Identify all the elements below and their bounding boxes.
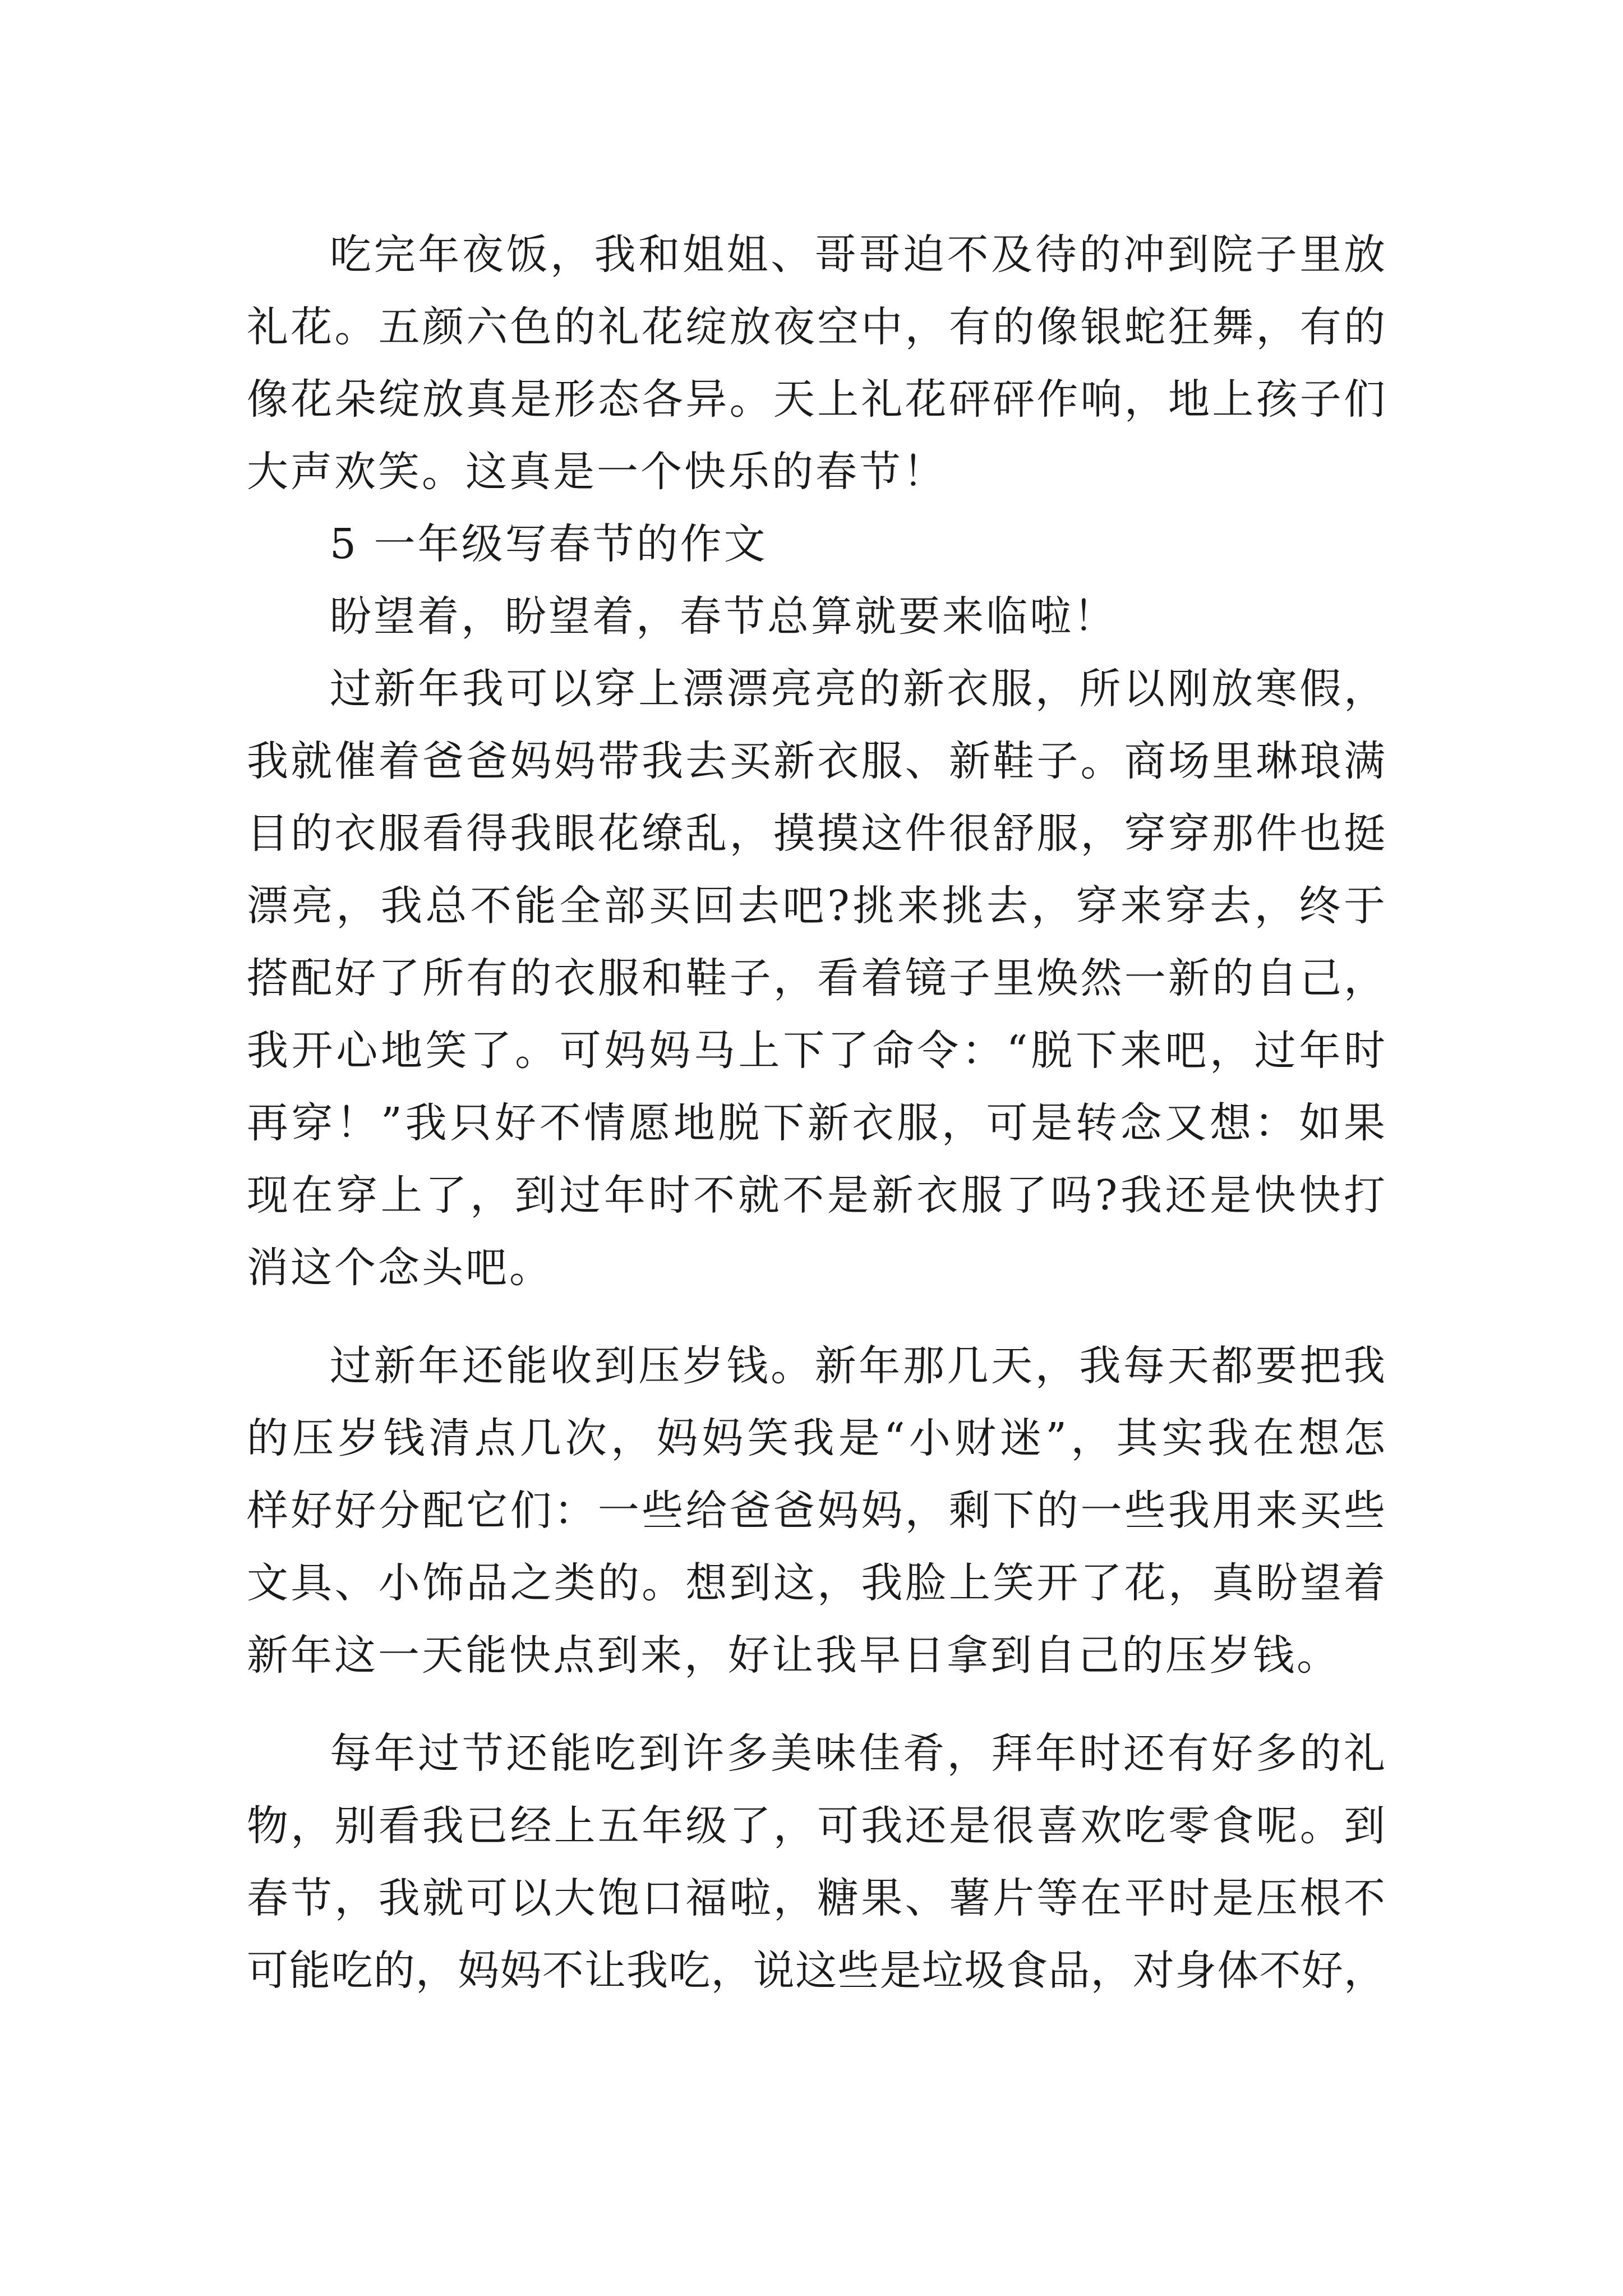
text-line: 过新年还能收到压岁钱。新年那几天，我每天都要把我 — [330, 1342, 1385, 1390]
text-line: 消这个念头吧。 — [247, 1244, 553, 1292]
section-heading — [247, 508, 1385, 581]
paragraph-snacks — [247, 1718, 1385, 2007]
text-line: 搭配好了所有的衣服和鞋子，看着镜子里焕然一新的自己， — [247, 954, 1385, 1002]
text-line: 物，别看我已经上五年级了，可我还是很喜欢吃零食呢。到 — [247, 1802, 1385, 1850]
text-line: 文具、小饰品之类的。想到这，我脸上笑开了花，真盼望着 — [247, 1559, 1385, 1607]
text-line: 吃完年夜饭，我和姐姐、哥哥迫不及待的冲到院子里放 — [330, 231, 1385, 279]
text-line: 样好好分配它们：一些给爸爸妈妈，剩下的一些我用来买些 — [247, 1487, 1385, 1535]
document-body — [247, 219, 1385, 2007]
text-line: 每年过节还能吃到许多美味佳肴，拜年时还有好多的礼 — [330, 1729, 1385, 1778]
text-line: 盼望着，盼望着，春节总算就要来临啦！ — [330, 592, 1117, 641]
text-line: 礼花。五颜六色的礼花绽放夜空中，有的像银蛇狂舞，有的 — [247, 303, 1385, 351]
text-line: 再穿！”我只好不情愿地脱下新衣服，可是转念又想：如果 — [247, 1099, 1385, 1147]
paragraph-new-clothes — [247, 653, 1385, 1304]
text-line: 目的衣服看得我眼花缭乱，摸摸这件很舒服，穿穿那件也挺 — [247, 809, 1385, 858]
text-line: 像花朵绽放真是形态各异。天上礼花砰砰作响，地上孩子们 — [247, 375, 1385, 424]
text-line: 过新年我可以穿上漂漂亮亮的新衣服，所以刚放寒假， — [330, 665, 1385, 713]
paragraph-red-envelope — [247, 1330, 1385, 1692]
text-line: 现在穿上了，到过年时不就不是新衣服了吗?我还是快快打 — [247, 1171, 1385, 1220]
paragraph-intro — [247, 581, 1385, 653]
paragraph-fireworks — [247, 219, 1385, 508]
text-line: 我就催着爸爸妈妈带我去买新衣服、新鞋子。商场里琳琅满 — [247, 737, 1385, 785]
text-line: 春节，我就可以大饱口福啦，糖果、薯片等在平时是压根不 — [247, 1874, 1385, 1922]
text-line: 我开心地笑了。可妈妈马上下了命令：“脱下来吧，过年时 — [247, 1027, 1385, 1075]
text-line: 漂亮，我总不能全部买回去吧?挑来挑去，穿来穿去，终于 — [247, 882, 1385, 930]
text-line: 的压岁钱清点几次，妈妈笑我是“小财迷”，其实我在想怎 — [247, 1414, 1385, 1462]
text-line: 大声欢笑。这真是一个快乐的春节！ — [247, 448, 947, 496]
text-line: 可能吃的，妈妈不让我吃，说这些是垃圾食品，对身体不好， — [247, 1947, 1385, 1995]
text-line: 5 一年级写春节的作文 — [330, 520, 768, 568]
text-line: 新年这一天能快点到来，好让我早日拿到自己的压岁钱。 — [247, 1631, 1340, 1680]
